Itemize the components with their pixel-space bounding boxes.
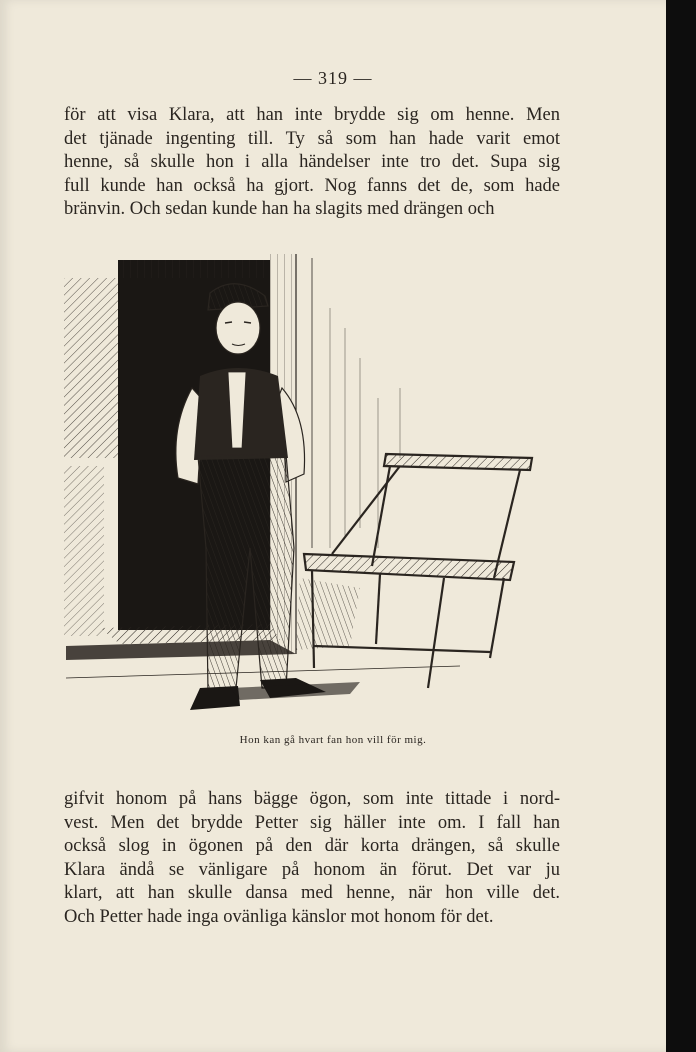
text-line: henne, så skulle hon i alla händelser inte tro det. Supa sig	[64, 152, 560, 172]
text-line: gifvit honom på hans bägge ögon, som inte tittade i nord-	[64, 789, 560, 809]
scan-edge	[666, 0, 696, 1052]
text-line: klart, att han skulle dansa med henne, när hon ville det.	[64, 883, 560, 903]
text-line: också slog in ögonen på den där korta drängen, så skulle	[64, 836, 560, 856]
text-line: bränvin. Och sedan kunde han ha slagits med drängen och	[64, 199, 495, 219]
text-line: Och Petter hade inga ovänliga känslor mot honom för det.	[64, 906, 494, 927]
text-line: full kunde han också ha gjort. Nog fanns det de, som hade	[64, 175, 560, 196]
paragraph-top	[64, 104, 560, 222]
text-line: för att visa Klara, att han inte brydde sig om henne. Men	[64, 105, 560, 125]
text-line: Klara ändå se vänligare på honom än förut. Det var ju	[64, 859, 560, 880]
paragraph-bottom	[64, 788, 560, 929]
illustration-caption: Hon kan gå hvart fan hon vill för mig.	[239, 734, 427, 746]
illustration-boy-by-door-with-chair	[60, 248, 540, 728]
text-line: det tjänade ingenting till. Ty så som han hade varit emot	[64, 128, 560, 149]
page-number: — 319 —	[293, 68, 373, 88]
text-line: vest. Men det brydde Petter sig häller inte om. I fall han	[64, 812, 560, 833]
